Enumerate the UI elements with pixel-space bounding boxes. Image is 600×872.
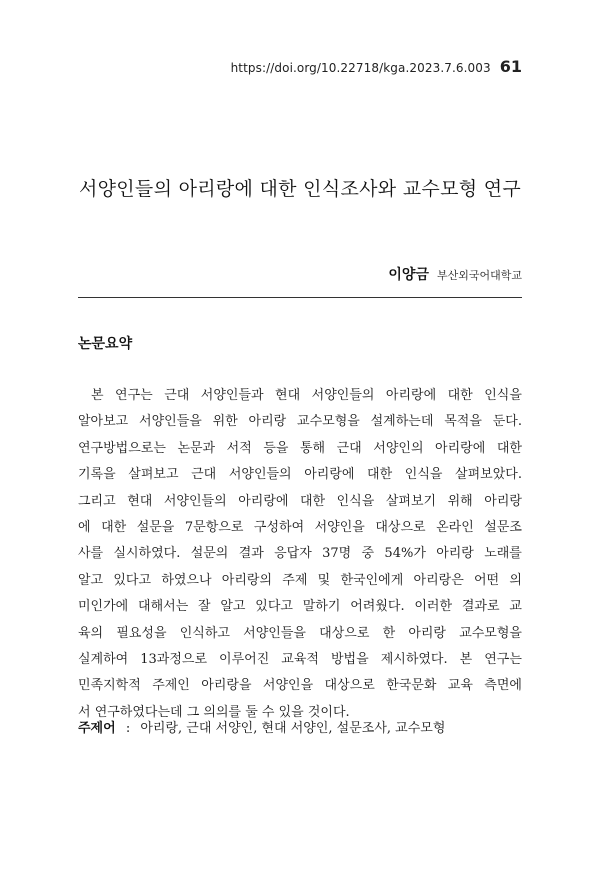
abstract-word: 설계하는데 bbox=[370, 414, 434, 430]
keywords-separator: : bbox=[125, 721, 131, 736]
abstract-word: 대한 bbox=[447, 388, 473, 403]
abstract-word: 아리랑에 bbox=[304, 467, 355, 483]
abstract-word: 노래를 bbox=[484, 546, 522, 562]
abstract-word: 대상으로 bbox=[319, 625, 370, 641]
abstract-word: 주제 bbox=[282, 572, 308, 588]
abstract-word: 대한 bbox=[299, 493, 326, 509]
author-line bbox=[388, 264, 522, 284]
abstract-word: 13과정으로 bbox=[140, 651, 208, 667]
abstract-word: 인식하고 bbox=[179, 625, 230, 641]
abstract-word: 서양인들을 bbox=[243, 625, 306, 641]
abstract-line bbox=[78, 650, 522, 676]
abstract-word: 논문과 bbox=[177, 440, 216, 456]
abstract-word: 대상으로 bbox=[324, 678, 375, 694]
abstract-word: 현대 bbox=[275, 388, 301, 403]
abstract-word: 교육 bbox=[447, 678, 473, 694]
abstract-word: 아리랑 bbox=[248, 414, 287, 430]
abstract-word: 통해 bbox=[299, 440, 326, 456]
abstract-word: 그리고 bbox=[78, 493, 116, 509]
abstract-word: 7문항으로 bbox=[184, 519, 244, 535]
abstract-word: 민족지학적 bbox=[78, 678, 141, 694]
keywords-text: 아리랑, 근대 서양인, 현대 서양인, 설문조사, 교수모형 bbox=[140, 721, 446, 736]
abstract-word: 설문을 bbox=[136, 519, 175, 535]
abstract-line bbox=[78, 624, 522, 650]
abstract-word: 설문의 bbox=[190, 546, 229, 562]
abstract-word: 교 bbox=[509, 599, 522, 615]
abstract-word: 서양인들의 bbox=[163, 493, 227, 509]
abstract-word: 인식을 bbox=[336, 493, 375, 509]
abstract-word: 서양인들을 bbox=[139, 414, 202, 430]
abstract-word: 알고 bbox=[220, 599, 246, 615]
abstract-word: 및 bbox=[317, 572, 331, 588]
abstract-word: 대한 bbox=[367, 467, 393, 483]
header-divider bbox=[78, 297, 522, 298]
abstract-word: 말하기 bbox=[302, 599, 341, 615]
abstract-line bbox=[78, 386, 522, 412]
abstract-word: 육의 bbox=[78, 625, 104, 641]
abstract-word: 대상으로 bbox=[375, 519, 426, 535]
abstract-word: 교수모형을 bbox=[297, 414, 360, 430]
abstract-word: 실계하여 bbox=[78, 651, 129, 667]
abstract-word: 근대 bbox=[191, 467, 217, 483]
author-name: 이양금 bbox=[388, 267, 429, 283]
abstract-word: 알아보고 bbox=[78, 414, 129, 430]
abstract-word: 구성하여 bbox=[253, 519, 305, 535]
abstract-body bbox=[78, 386, 522, 729]
abstract-word: 중 bbox=[361, 546, 375, 562]
abstract-line bbox=[78, 597, 522, 623]
abstract-word: 근대 bbox=[164, 388, 190, 403]
page-number: 61 bbox=[499, 57, 522, 76]
keywords-label: 주제어 bbox=[78, 721, 116, 736]
abstract-word: 살펴보기 bbox=[385, 493, 437, 509]
abstract-line bbox=[78, 465, 522, 491]
abstract-word: 아리랑에 bbox=[435, 440, 486, 456]
abstract-word: 본 bbox=[459, 651, 473, 667]
running-head bbox=[231, 57, 522, 76]
abstract-word: 응답자 bbox=[274, 546, 312, 562]
abstract-word: 아리랑 bbox=[484, 493, 522, 509]
abstract-word: 기록을 bbox=[78, 467, 116, 483]
abstract-line bbox=[78, 439, 522, 465]
abstract-word: 아리랑은 bbox=[413, 572, 464, 588]
abstract-word: 등을 bbox=[263, 440, 289, 456]
abstract-word: 살펴보고 bbox=[128, 467, 179, 483]
abstract-word: 설문조 bbox=[484, 519, 522, 535]
abstract-word: 서양인을 bbox=[314, 519, 365, 535]
abstract-word: 측면에 bbox=[484, 678, 522, 694]
abstract-word: 위한 bbox=[212, 414, 238, 430]
abstract-word: 방법을 bbox=[331, 651, 369, 667]
abstract-heading: 논문요약 bbox=[78, 336, 133, 352]
abstract-word: 제시하였다. bbox=[380, 651, 448, 667]
abstract-word: 한국문화 bbox=[386, 678, 437, 694]
abstract-word: 살펴보았다. bbox=[455, 467, 522, 483]
paper-title: 서양인들의 아리랑에 대한 인식조사와 교수모형 연구 bbox=[78, 178, 522, 200]
abstract-word: 미인가에 bbox=[78, 599, 129, 615]
abstract-word: 서양인의 bbox=[373, 440, 424, 456]
doi-link[interactable]: https://doi.org/10.22718/kga.2023.7.6.003 bbox=[230, 61, 491, 75]
abstract-word: 대한 bbox=[101, 519, 127, 535]
abstract-word: 결과 bbox=[238, 546, 264, 562]
abstract-word: 이루어진 bbox=[219, 651, 270, 667]
abstract-word: 근대 bbox=[336, 440, 362, 456]
abstract-word: 서양인을 bbox=[262, 678, 314, 694]
abstract-word: 잘 bbox=[198, 599, 211, 615]
abstract-word: 교육적 bbox=[281, 651, 319, 667]
abstract-word: 연구는 bbox=[484, 651, 522, 667]
abstract-word: 한국인에게 bbox=[340, 572, 404, 588]
abstract-word: 아리랑 bbox=[436, 546, 474, 562]
abstract-word: 에 bbox=[78, 519, 91, 535]
abstract-word: 어떤 bbox=[474, 572, 500, 588]
abstract-word: 의 bbox=[509, 572, 522, 588]
abstract-word: 있다고 bbox=[255, 599, 293, 615]
abstract-word: 위해 bbox=[447, 493, 473, 509]
abstract-word: 연구는 bbox=[115, 388, 153, 403]
abstract-word: 54%가 bbox=[384, 546, 426, 562]
abstract-word: 인식을 bbox=[484, 388, 522, 403]
abstract-word: 연구방법으로는 bbox=[78, 440, 166, 456]
abstract-word: 37명 bbox=[322, 546, 352, 562]
abstract-word: 인식을 bbox=[404, 467, 443, 483]
keywords-line bbox=[78, 719, 522, 739]
abstract-line bbox=[78, 676, 522, 702]
abstract-word: 대한 bbox=[496, 440, 522, 456]
abstract-word: 결과로 bbox=[461, 599, 500, 615]
abstract-word: 서양인들의 bbox=[311, 388, 375, 403]
abstract-word: 서양인들의 bbox=[228, 467, 292, 483]
abstract-word: 아리랑에 bbox=[238, 493, 289, 509]
abstract-word: 교수모형을 bbox=[459, 625, 522, 641]
abstract-word: 서양인들과 bbox=[200, 388, 264, 403]
abstract-line bbox=[78, 518, 522, 544]
author-affiliation: 부산외국어대학교 bbox=[436, 269, 522, 282]
abstract-line bbox=[78, 492, 522, 518]
abstract-word: 서적 bbox=[226, 440, 252, 456]
abstract-line: 서 연구하였다는데 그 의의를 둘 수 있을 것이다. bbox=[78, 704, 350, 720]
abstract-line bbox=[78, 571, 522, 597]
abstract-word: 하였으나 bbox=[161, 572, 212, 588]
abstract-word: 온라인 bbox=[436, 519, 474, 535]
abstract-line bbox=[78, 544, 522, 570]
abstract-word: 이러한 bbox=[414, 599, 453, 615]
abstract-word: 한 bbox=[382, 625, 396, 641]
abstract-word: 아리랑을 bbox=[201, 678, 252, 694]
abstract-word: 본 bbox=[91, 388, 104, 403]
abstract-word: 둔다. bbox=[492, 414, 522, 430]
abstract-word: 있다고 bbox=[113, 572, 152, 588]
abstract-word: 목적을 bbox=[444, 414, 482, 430]
abstract-word: 아리랑의 bbox=[221, 572, 273, 588]
abstract-word: 알고 bbox=[78, 572, 104, 588]
abstract-word: 아리랑에 bbox=[385, 388, 437, 403]
abstract-word: 아리랑 bbox=[408, 625, 446, 641]
abstract-word: 어려웠다. bbox=[350, 599, 405, 615]
abstract-word: 사를 bbox=[78, 546, 104, 562]
abstract-line bbox=[78, 412, 522, 438]
abstract-word: 필요성을 bbox=[116, 625, 167, 641]
abstract-word: 실시하였다. bbox=[113, 546, 181, 562]
abstract-word: 주제인 bbox=[152, 678, 190, 694]
abstract-word: 현대 bbox=[127, 493, 153, 509]
abstract-word: 대해서는 bbox=[138, 599, 189, 615]
